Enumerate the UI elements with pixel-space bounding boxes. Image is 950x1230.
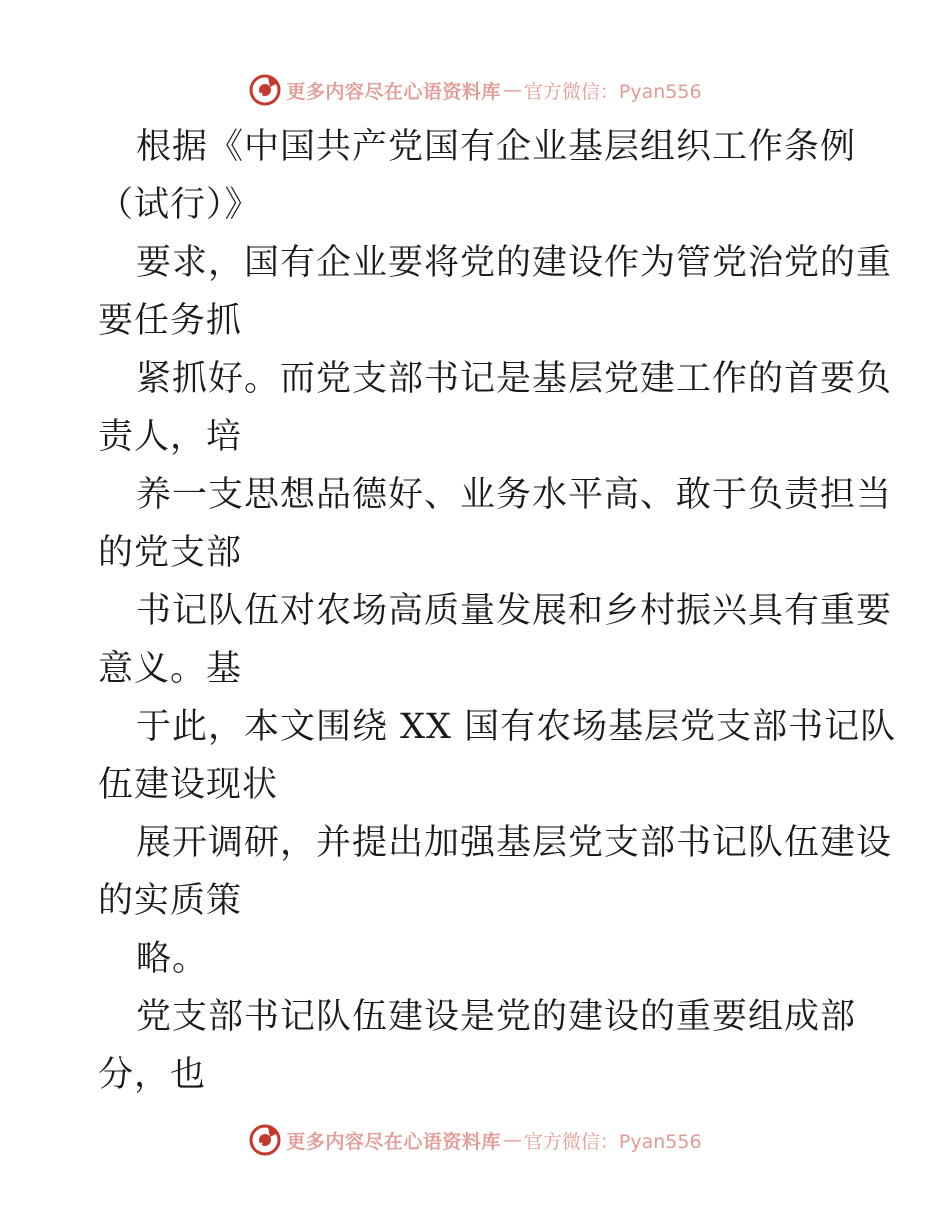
document-body xyxy=(98,118,897,1104)
text-line: 分，也 xyxy=(98,1055,207,1095)
header-text: 更多内容尽在心语资料库 xyxy=(286,80,501,103)
text-line: 伍建设现状 xyxy=(98,765,279,805)
text-line: 展开调研，并提出加强基层党支部书记队伍建设 xyxy=(136,823,893,863)
logo-icon xyxy=(248,73,282,107)
header-dash: — xyxy=(502,79,522,101)
header-wechat: 官方微信：Pyan556 xyxy=(523,80,702,103)
text-line: 略。 xyxy=(136,939,209,979)
text-line: 要求，国有企业要将党的建设作为管党治党的重 xyxy=(136,243,893,283)
text-line: 党支部书记队伍建设是党的建设的重要组成部 xyxy=(136,997,857,1037)
text-line: 要任务抓 xyxy=(98,301,243,341)
text-line: 根据《中国共产党国有企业基层组织工作条例 xyxy=(136,127,857,167)
text-line: 书记队伍对农场高质量发展和乡村振兴具有重要 xyxy=(136,591,893,631)
text-line: 责人，培 xyxy=(98,417,243,457)
footer-dash: — xyxy=(502,1129,522,1151)
text-line: 的实质策 xyxy=(98,881,243,921)
text-line: 养一支思想品德好、业务水平高、敢于负责担当 xyxy=(136,475,893,515)
footer-text: 更多内容尽在心语资料库 xyxy=(286,1130,501,1153)
text-line: 紧抓好。而党支部书记是基层党建工作的首要负 xyxy=(136,359,893,399)
text-line: （试行）》 xyxy=(98,185,261,225)
text-line: 于此，本文围绕 XX 国有农场基层党支部书记队 xyxy=(136,707,897,747)
footer-banner xyxy=(0,1120,950,1160)
logo-icon xyxy=(248,1123,282,1157)
text-line: 意义。基 xyxy=(98,649,243,689)
header-banner xyxy=(0,70,950,110)
footer-wechat: 官方微信：Pyan556 xyxy=(523,1130,702,1153)
text-line: 的党支部 xyxy=(98,533,243,573)
